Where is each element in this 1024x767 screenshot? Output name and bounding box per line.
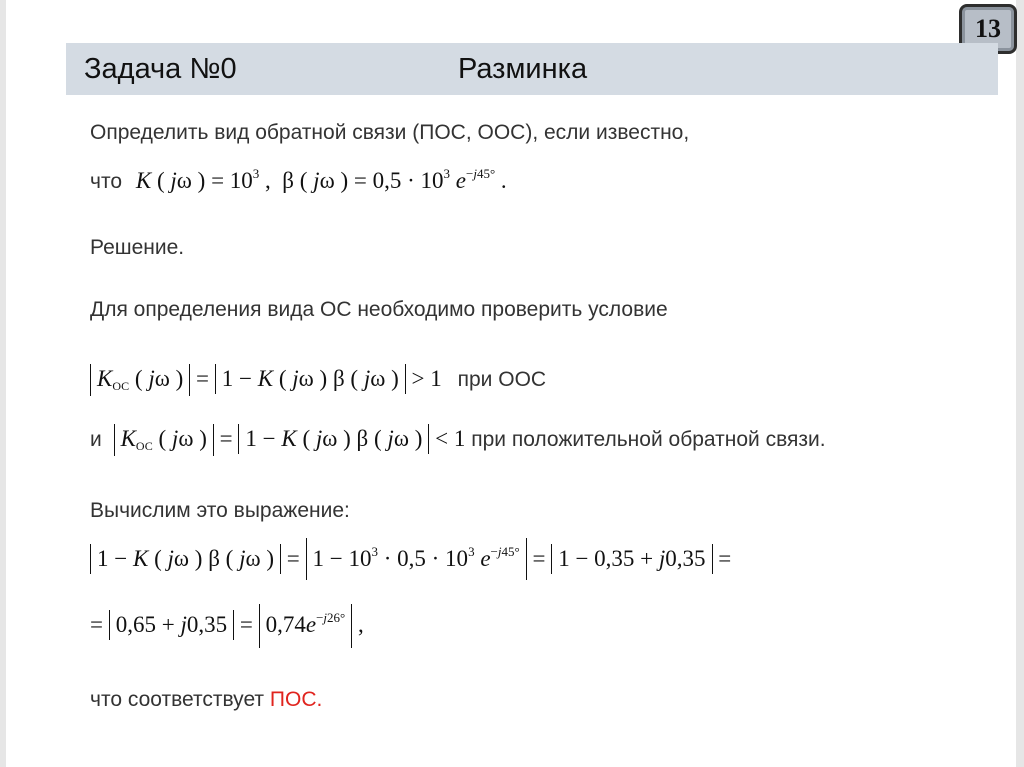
condition-1-suffix: при ООС <box>457 368 547 391</box>
condition-row-1 <box>90 364 546 396</box>
slide-number: 13 <box>975 14 1001 43</box>
condition-2-prefix: и <box>90 428 102 451</box>
computation-line-1: 1 − K ( jω ) β ( jω ) = $1 - 10^3 \cdot 0,5 \cdot 10^3$ $e^{-j45^\circ} = 1 - 0,35 + j0,35$ = <box>90 538 731 580</box>
computation-line-2: = $0,65 + j0,35 = 0,74e^{-j26^\circ}$ , <box>90 604 364 648</box>
result-prefix: что соответствует <box>90 688 265 711</box>
condition-2-formula: $K_{ОС}$ ( jω ) = 1 − K ( jω ) β ( jω ) < 1 <box>114 426 466 451</box>
solution-label: Решение. <box>90 236 185 259</box>
condition-1-formula: $K_{ОС}$ ( jω ) = 1 − K ( jω ) β ( jω ) > 1 <box>90 366 442 391</box>
condition-row-2 <box>90 424 826 456</box>
slide-left-border <box>0 0 6 767</box>
page-subtitle: Разминка <box>458 53 588 85</box>
compute-label: Вычислим это выражение: <box>90 499 350 522</box>
slide-right-border <box>1016 0 1024 767</box>
problem-line-1: Определить вид обратной связи (ПОС, ООС), если известно, <box>90 121 690 144</box>
result-line <box>90 688 322 712</box>
formula-k: K ( jω ) = $10^3$ , β ( jω ) = $0,5 \cdot 10^3$ $e^{-j45^\circ}$ . <box>135 166 507 193</box>
result-value: ПОС. <box>269 688 323 711</box>
page-title: Задача №0 <box>84 53 237 85</box>
condition-2-suffix: при положительной обратной связи. <box>471 428 826 451</box>
problem-line-2-prefix: что <box>90 170 123 193</box>
problem-line-2 <box>90 166 507 194</box>
condition-text: Для определения вида ОС необходимо проверить условие <box>90 298 668 321</box>
